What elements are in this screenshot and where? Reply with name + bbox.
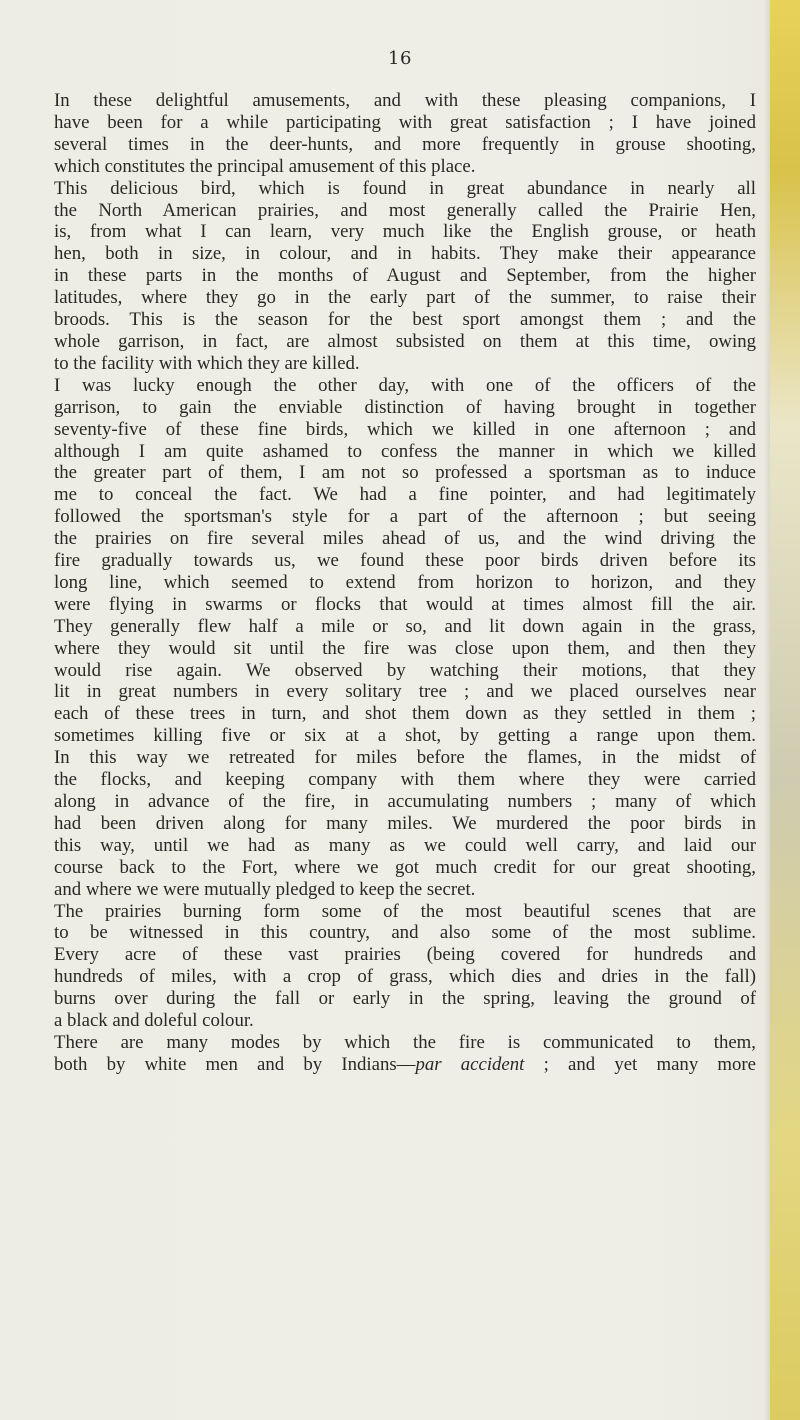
text-line: to be witnessed in this country, and also some of the most sublime. [54, 922, 756, 944]
final-line-end: ; and yet many more [524, 1053, 757, 1075]
book-edge [770, 0, 800, 1420]
text-line: I was lucky enough the other day, with one of the officers of the [54, 374, 756, 396]
text-line: although I am quite ashamed to confess the manner in which we killed [54, 440, 756, 462]
text-line: sometimes killing five or six at a shot, by getting a range upon them. [54, 725, 756, 747]
text-line: hen, both in size, in colour, and in habits. They make their appearance [54, 243, 756, 265]
text-line: This delicious bird, which is found in great abundance in nearly all [54, 177, 756, 199]
text-line: where they would sit until the fire was close upon them, and then they [54, 637, 756, 659]
text-line: to the facility with which they are killed. [54, 352, 360, 374]
text-line: seventy-five of these fine birds, which we killed in one afternoon ; and [54, 418, 756, 440]
text-line: whole garrison, in fact, are almost subsisted on them at this time, owing [54, 330, 756, 352]
text-line: In this way we retreated for miles before the flames, in the midst of [54, 747, 756, 769]
text-line: burns over during the fall or early in the spring, leaving the ground of [54, 988, 756, 1010]
text-line: followed the sportsman's style for a part of the afternoon ; but seeing [54, 506, 756, 528]
text-line-final [54, 1054, 756, 1076]
text-line: the prairies on fire several miles ahead of us, and the wind driving the [54, 528, 756, 550]
text-line: a black and doleful colour. [54, 1010, 254, 1032]
text-line: had been driven along for many miles. We murdered the poor birds in [54, 812, 756, 834]
text-line: course back to the Fort, where we got much credit for our great shooting, [54, 856, 756, 878]
final-line-start: both by white men and by Indians— [54, 1053, 416, 1075]
text-line: the flocks, and keeping company with them where they were carried [54, 769, 756, 791]
text-line: The prairies burning form some of the most beautiful scenes that are [54, 900, 756, 922]
text-line: the North American prairies, and most generally called the Prairie Hen, [54, 199, 756, 221]
text-line: They generally flew half a mile or so, and lit down again in the grass, [54, 615, 756, 637]
text-line: and where we were mutually pledged to keep the secret. [54, 878, 476, 900]
text-line: garrison, to gain the enviable distinction of having brought in together [54, 396, 756, 418]
text-line: in these parts in the months of August and September, from the higher [54, 265, 756, 287]
text-line: lit in great numbers in every solitary tree ; and we placed ourselves near [54, 681, 756, 703]
text-line: along in advance of the fire, in accumulating numbers ; many of which [54, 791, 756, 812]
text-line: each of these trees in turn, and shot them down as they settled in them ; [54, 703, 756, 725]
text-line: is, from what I can learn, very much like the English grouse, or heath [54, 221, 756, 243]
text-line: In these delightful amusements, and with these pleasing companions, I [54, 90, 756, 111]
body-text [54, 90, 756, 1076]
page-number: 16 [388, 48, 412, 69]
text-line: Every acre of these vast prairies (being covered for hundreds and [54, 944, 756, 966]
text-line: latitudes, where they go in the early part of the summer, to raise their [54, 287, 756, 309]
text-line: the greater part of them, I am not so professed a sportsman as to induce [54, 462, 756, 484]
text-line: hundreds of miles, with a crop of grass, which dies and dries in the fall) [54, 966, 756, 988]
text-line: were flying in swarms or flocks that would at times almost fill the air. [54, 593, 756, 615]
text-line: have been for a while participating with great satisfaction ; I have joined [54, 111, 756, 133]
text-line: several times in the deer-hunts, and more frequently in grouse shooting, [54, 133, 756, 155]
text-line: There are many modes by which the fire is communicated to them, [54, 1031, 756, 1053]
text-line: which constitutes the principal amusement of this place. [54, 155, 476, 177]
text-line: long line, which seemed to extend from horizon to horizon, and they [54, 571, 756, 593]
text-line: would rise again. We observed by watching their motions, that they [54, 659, 756, 681]
text-line: broods. This is the season for the best sport amongst them ; and the [54, 309, 756, 331]
italic-phrase: par accident [415, 1053, 525, 1075]
text-line: fire gradually towards us, we found these poor birds driven before its [54, 550, 756, 572]
text-line: this way, until we had as many as we could well carry, and laid our [54, 834, 756, 856]
text-line: me to conceal the fact. We had a fine pointer, and had legitimately [54, 484, 756, 506]
